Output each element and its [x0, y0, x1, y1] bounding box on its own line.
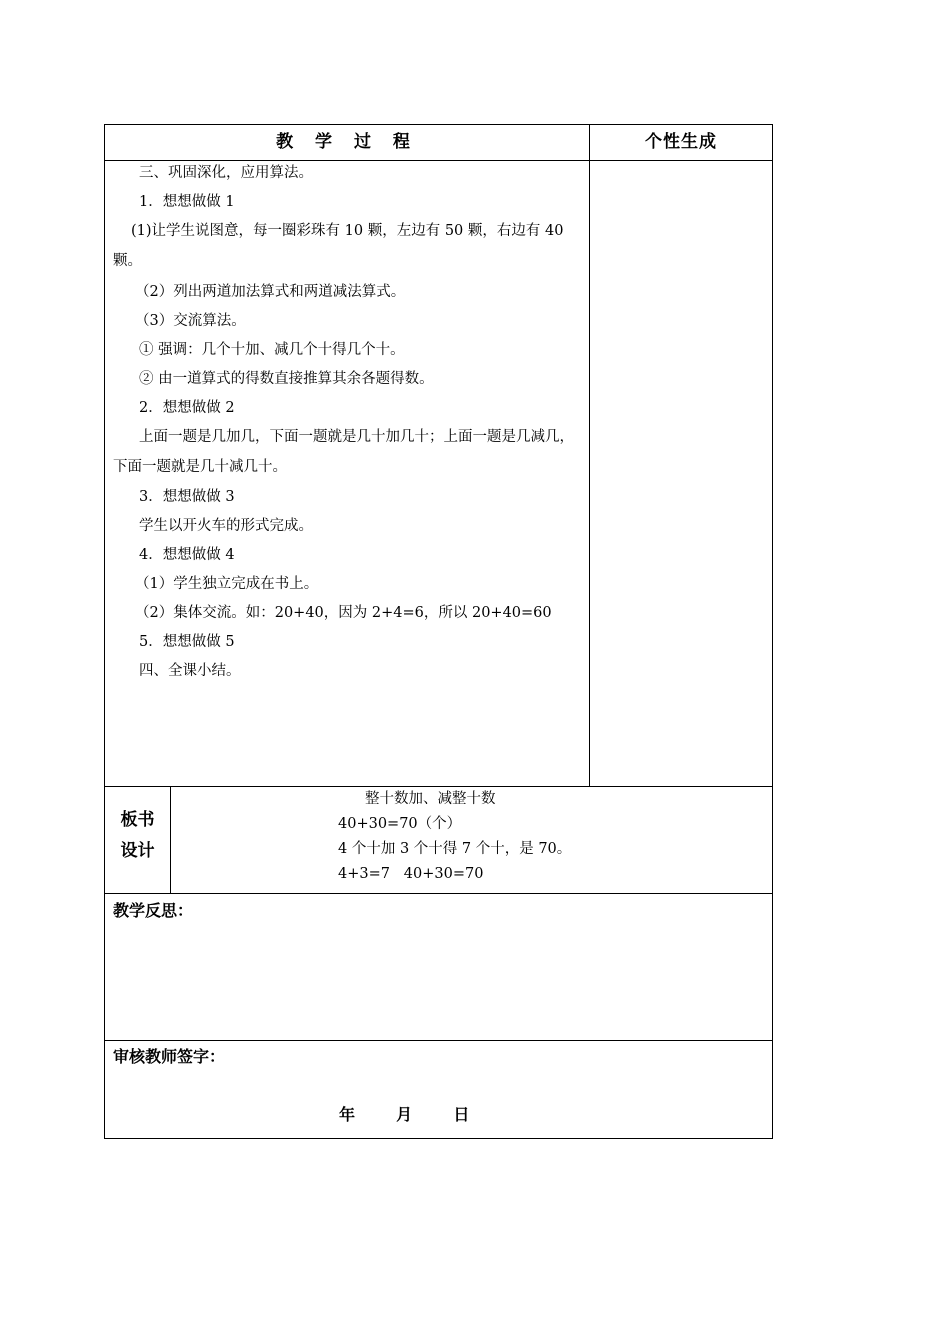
- process-line: （1）学生独立完成在书上。: [135, 576, 319, 592]
- board-line: 4 个十加 3 个十得 7 个十，是 70。: [338, 841, 572, 857]
- header-personal-generation: 个性生成: [645, 132, 717, 152]
- table-divider: [105, 1040, 772, 1041]
- teaching-reflection-label: 教学反思：: [113, 901, 194, 920]
- process-line: ① 强调：几个十加、减几个十得几个十。: [139, 342, 405, 358]
- date-day: 日: [453, 1105, 470, 1124]
- lesson-plan-table: [104, 124, 773, 1139]
- process-line: （2）列出两道加法算式和两道减法算式。: [135, 284, 406, 300]
- date-month: 月: [396, 1105, 413, 1124]
- board-design-content: [171, 787, 772, 893]
- process-line: （3）交流算法。: [135, 313, 246, 329]
- process-line: 4．想想做做 4: [139, 547, 235, 563]
- process-line: 3．想想做做 3: [139, 489, 235, 505]
- process-line: 三、巩固深化，应用算法。: [139, 165, 313, 181]
- date-year: 年: [339, 1105, 356, 1124]
- date-line: [339, 1102, 469, 1125]
- board-label-line: 设计: [120, 841, 155, 861]
- reviewer-signature-label: 审核教师签字：: [113, 1047, 226, 1066]
- process-line: 2．想想做做 2: [139, 400, 235, 416]
- process-line: 学生以开火车的形式完成。: [139, 518, 313, 534]
- board-label-line: 板书: [120, 810, 155, 830]
- process-line: ② 由一道算式的得数直接推算其余各题得数。: [139, 371, 434, 387]
- process-line: 上面一题是几加几，下面一题就是几十加几十；上面一题是几减几，下面一题就是几十减几十。: [113, 429, 574, 475]
- board-line: 40+30=70（个）: [338, 816, 462, 832]
- process-line: 1．想想做做 1: [139, 194, 235, 210]
- table-divider: [105, 160, 772, 161]
- process-line: （2）集体交流。如：20+40，因为 2+4=6，所以 20+40=60: [135, 605, 552, 621]
- process-line: 5．想想做做 5: [139, 634, 235, 650]
- table-divider: [105, 893, 772, 894]
- board-title: 整十数加、减整十数: [365, 791, 496, 807]
- board-line: 4+3=7 40+30=70: [338, 866, 484, 882]
- process-line: 四、全课小结。: [139, 663, 241, 679]
- header-teaching-process: 教 学 过 程: [276, 132, 418, 152]
- board-design-label: [105, 805, 170, 867]
- process-line: (1)让学生说图意，每一圈彩珠有 10 颗，左边有 50 颗，右边有 40 颗。: [113, 223, 564, 269]
- column-divider: [589, 125, 590, 786]
